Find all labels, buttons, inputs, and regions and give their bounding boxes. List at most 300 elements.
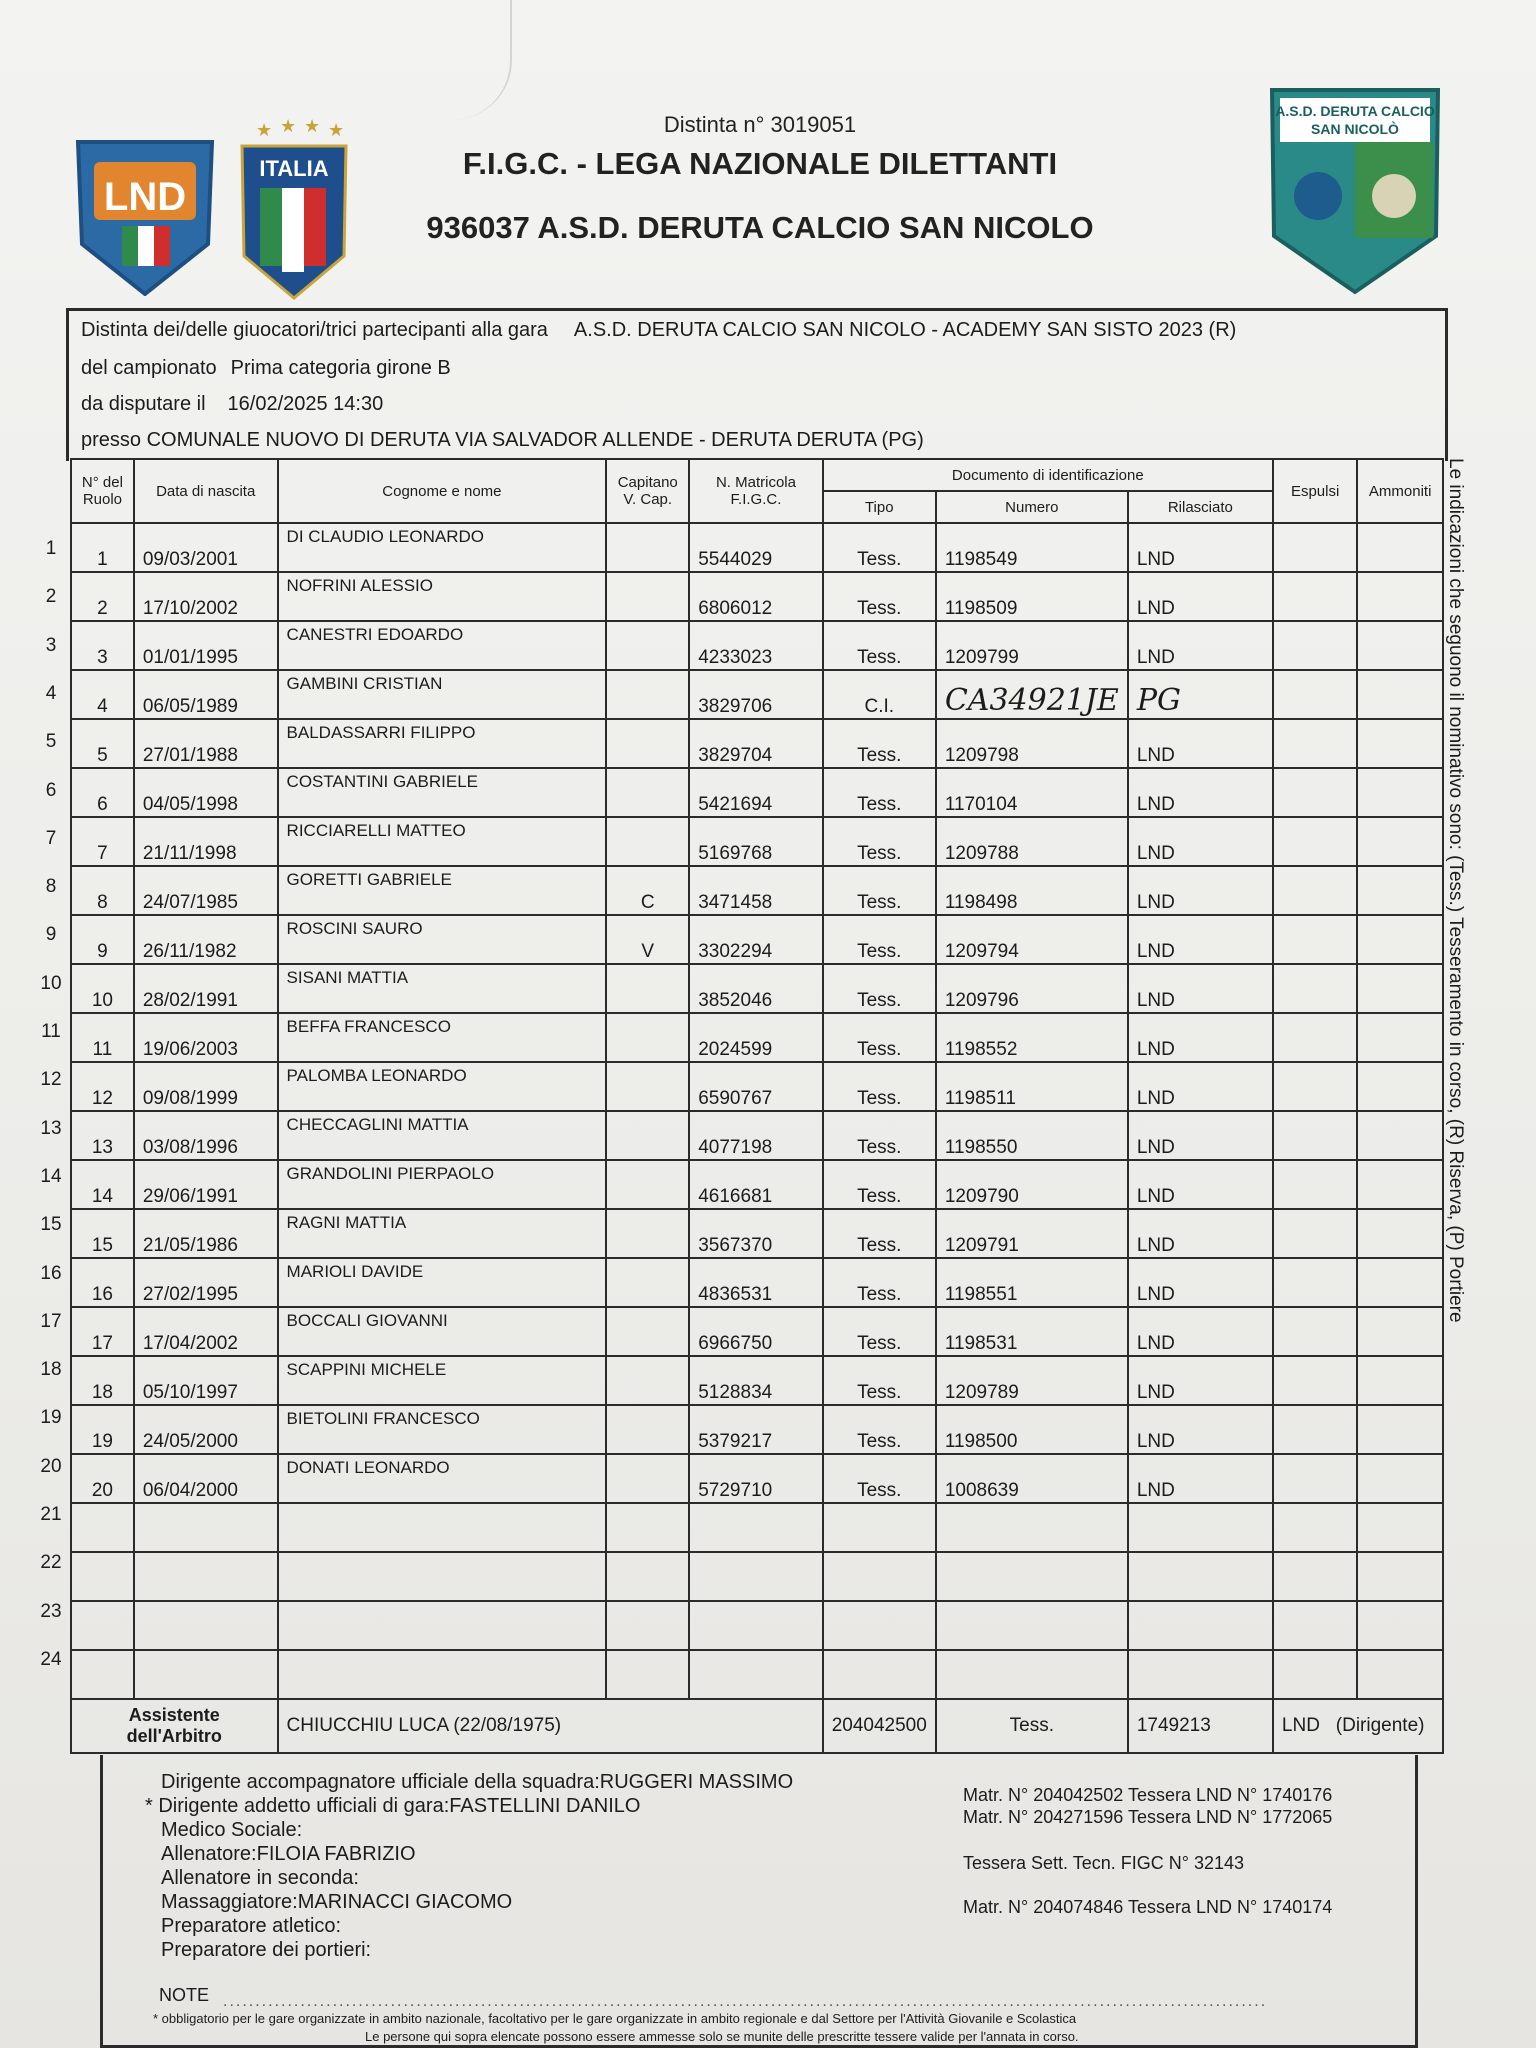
cell-rilasciato: LND bbox=[1128, 1209, 1273, 1258]
cell-nome: DONATI LEONARDO bbox=[278, 1454, 607, 1503]
cell-matricola: 5544029 bbox=[689, 523, 822, 572]
cell-nome: ROSCINI SAURO bbox=[278, 915, 607, 964]
cell-matricola: 4836531 bbox=[689, 1258, 822, 1307]
cell-tipo: Tess. bbox=[823, 1160, 936, 1209]
row-number: 19 bbox=[40, 1407, 62, 1429]
cell-ammoniti bbox=[1357, 1601, 1443, 1650]
cell-rilasciato: LND bbox=[1128, 817, 1273, 866]
cell-tipo: Tess. bbox=[823, 1209, 936, 1258]
table-row bbox=[71, 1601, 1443, 1650]
cell-matricola: 6806012 bbox=[689, 572, 822, 621]
cell-capitano bbox=[606, 768, 689, 817]
cell-nome: NOFRINI ALESSIO bbox=[278, 572, 607, 621]
staff-id-line: Matr. N° 204042502 Tessera LND N° 1740176 bbox=[963, 1785, 1333, 1805]
cell-rilasciato: LND bbox=[1128, 1258, 1273, 1307]
cell-rilasciato: LND bbox=[1128, 621, 1273, 670]
cell-nascita: 21/11/1998 bbox=[134, 817, 278, 866]
cell-ammoniti bbox=[1357, 1405, 1443, 1454]
cell-rilasciato: LND bbox=[1128, 1062, 1273, 1111]
cell-numero: 1198509 bbox=[936, 572, 1128, 621]
cell-rilasciato: LND bbox=[1128, 1405, 1273, 1454]
cell-numero: 1198531 bbox=[936, 1307, 1128, 1356]
row-number: 6 bbox=[45, 779, 57, 801]
cell-espulsi bbox=[1273, 1062, 1357, 1111]
gara-value: A.S.D. DERUTA CALCIO SAN NICOLO - ACADEMY SAN SISTO 2023 (R) bbox=[573, 319, 1237, 341]
cell-rilasciato: LND bbox=[1128, 964, 1273, 1013]
cell-nascita: 26/11/1982 bbox=[134, 915, 278, 964]
table-row bbox=[71, 817, 1443, 866]
table-row bbox=[71, 1405, 1443, 1454]
lnd-logo-text: LND bbox=[103, 175, 187, 219]
cell-nome: GRANDOLINI PIERPAOLO bbox=[278, 1160, 607, 1209]
cell-espulsi bbox=[1273, 1111, 1357, 1160]
cell-nascita: 04/05/1998 bbox=[134, 768, 278, 817]
cell-matricola: 4077198 bbox=[689, 1111, 822, 1160]
cell-ammoniti bbox=[1357, 964, 1443, 1013]
row-number: 13 bbox=[40, 1117, 62, 1139]
cell-espulsi bbox=[1273, 1356, 1357, 1405]
cell-tipo: Tess. bbox=[823, 1307, 936, 1356]
col-espulsi: Espulsi bbox=[1273, 459, 1357, 523]
staff-line: Preparatore dei portieri: bbox=[161, 1939, 372, 1961]
cell-matricola: 4616681 bbox=[689, 1160, 822, 1209]
cell-espulsi bbox=[1273, 1160, 1357, 1209]
cell-capitano bbox=[606, 1111, 689, 1160]
row-number: 14 bbox=[40, 1165, 62, 1187]
cell-tipo: Tess. bbox=[823, 572, 936, 621]
svg-text:★: ★ bbox=[256, 120, 273, 140]
cell-capitano bbox=[606, 1405, 689, 1454]
cell-tipo: Tess. bbox=[823, 719, 936, 768]
cell-tipo: Tess. bbox=[823, 1111, 936, 1160]
cell-matricola: 5169768 bbox=[689, 817, 822, 866]
cell-nascita: 01/01/1995 bbox=[134, 621, 278, 670]
cell-tipo: Tess. bbox=[823, 621, 936, 670]
table-row bbox=[71, 670, 1443, 719]
table-row bbox=[71, 1209, 1443, 1258]
cell-capitano bbox=[606, 1454, 689, 1503]
row-number: 4 bbox=[45, 682, 57, 704]
cell-numero: 1198551 bbox=[936, 1258, 1128, 1307]
cell-nascita: 03/08/1996 bbox=[134, 1111, 278, 1160]
cell-ammoniti bbox=[1357, 1111, 1443, 1160]
cell-ruolo: 3 bbox=[71, 621, 134, 670]
col-matricola: N. Matricola F.I.G.C. bbox=[689, 459, 822, 523]
cell-nascita: 19/06/2003 bbox=[134, 1013, 278, 1062]
cell-numero: 1198498 bbox=[936, 866, 1128, 915]
col-nascita: Data di nascita bbox=[134, 459, 278, 523]
cell-capitano bbox=[606, 1062, 689, 1111]
cell-matricola: 4233023 bbox=[689, 621, 822, 670]
cell-matricola: 3471458 bbox=[689, 866, 822, 915]
cell-nascita: 09/03/2001 bbox=[134, 523, 278, 572]
cell-matricola: 3567370 bbox=[689, 1209, 822, 1258]
cell-rilasciato: LND bbox=[1128, 1454, 1273, 1503]
staff-line: Medico Sociale: bbox=[161, 1819, 303, 1841]
cell-rilasciato: LND bbox=[1128, 572, 1273, 621]
cell-espulsi bbox=[1273, 1307, 1357, 1356]
cell-numero bbox=[936, 1503, 1128, 1552]
staff-line: Allenatore:FILOIA FABRIZIO bbox=[161, 1843, 416, 1865]
assistente-nome: CHIUCCHIU LUCA (22/08/1975) bbox=[278, 1699, 823, 1753]
cell-espulsi bbox=[1273, 1552, 1357, 1601]
cell-numero: 1209794 bbox=[936, 915, 1128, 964]
cell-matricola: 6590767 bbox=[689, 1062, 822, 1111]
cell-nome bbox=[278, 1650, 607, 1699]
cell-nascita bbox=[134, 1552, 278, 1601]
cell-matricola: 5128834 bbox=[689, 1356, 822, 1405]
cell-ammoniti bbox=[1357, 1503, 1443, 1552]
cell-nome bbox=[278, 1552, 607, 1601]
cell-nome: BOCCALI GIOVANNI bbox=[278, 1307, 607, 1356]
cell-nascita: 17/10/2002 bbox=[134, 572, 278, 621]
cell-matricola bbox=[689, 1650, 822, 1699]
gara-label: Distinta dei/delle giuocatori/trici partecipanti alla gara bbox=[81, 319, 548, 341]
cell-nome: COSTANTINI GABRIELE bbox=[278, 768, 607, 817]
cell-ammoniti bbox=[1357, 915, 1443, 964]
cell-nome: GAMBINI CRISTIAN bbox=[278, 670, 607, 719]
cell-ruolo: 10 bbox=[71, 964, 134, 1013]
cell-capitano bbox=[606, 1552, 689, 1601]
table-row bbox=[71, 1307, 1443, 1356]
cell-espulsi bbox=[1273, 768, 1357, 817]
cell-ruolo bbox=[71, 1650, 134, 1699]
gara-line bbox=[81, 319, 1236, 342]
cell-espulsi bbox=[1273, 670, 1357, 719]
cell-matricola: 3302294 bbox=[689, 915, 822, 964]
cell-rilasciato: LND bbox=[1128, 1013, 1273, 1062]
staff-id-line: Matr. N° 204271596 Tessera LND N° 1772065 bbox=[963, 1807, 1333, 1827]
club-logo bbox=[1268, 86, 1442, 296]
cell-tipo: Tess. bbox=[823, 1454, 936, 1503]
row-number: 15 bbox=[40, 1214, 62, 1236]
cell-ammoniti bbox=[1357, 768, 1443, 817]
cell-rilasciato: PG bbox=[1128, 670, 1273, 719]
cell-tipo bbox=[823, 1601, 936, 1650]
data-label: da disputare il bbox=[81, 393, 206, 415]
italia-logo bbox=[236, 116, 352, 300]
cell-matricola: 6966750 bbox=[689, 1307, 822, 1356]
cell-nome: BALDASSARRI FILIPPO bbox=[278, 719, 607, 768]
note-line2: Le persone qui sopra elencate possono essere ammesse solo se munite delle prescritte tessere valide per l'annata in corso. bbox=[365, 2029, 1079, 2044]
cell-rilasciato: LND bbox=[1128, 915, 1273, 964]
cell-nome: SCAPPINI MICHELE bbox=[278, 1356, 607, 1405]
cell-ruolo: 18 bbox=[71, 1356, 134, 1405]
row-number: 1 bbox=[45, 538, 57, 559]
cell-rilasciato bbox=[1128, 1650, 1273, 1699]
cell-matricola: 3829704 bbox=[689, 719, 822, 768]
cell-rilasciato bbox=[1128, 1601, 1273, 1650]
cell-capitano bbox=[606, 964, 689, 1013]
cell-nascita bbox=[134, 1650, 278, 1699]
cell-capitano bbox=[606, 719, 689, 768]
cell-capitano bbox=[606, 1650, 689, 1699]
data-value: 16/02/2025 14:30 bbox=[227, 393, 384, 415]
cell-ruolo: 14 bbox=[71, 1160, 134, 1209]
row-number: 21 bbox=[40, 1504, 62, 1525]
cell-espulsi bbox=[1273, 964, 1357, 1013]
cell-capitano bbox=[606, 1013, 689, 1062]
staff-line: Preparatore atletico: bbox=[161, 1915, 342, 1937]
col-rilasciato: Rilasciato bbox=[1128, 491, 1273, 523]
cell-numero: 1209789 bbox=[936, 1356, 1128, 1405]
cell-nome: GORETTI GABRIELE bbox=[278, 866, 607, 915]
cell-nome bbox=[278, 1503, 607, 1552]
cell-numero: 1170104 bbox=[936, 768, 1128, 817]
row-number: 3 bbox=[45, 634, 57, 656]
col-tipo: Tipo bbox=[823, 491, 936, 523]
cell-nascita: 29/06/1991 bbox=[134, 1160, 278, 1209]
staff-line: Dirigente accompagnatore ufficiale della squadra:RUGGERI MASSIMO bbox=[161, 1771, 794, 1793]
staff-line: Allenatore in seconda: bbox=[161, 1867, 359, 1889]
cell-tipo: Tess. bbox=[823, 1405, 936, 1454]
cell-rilasciato: LND bbox=[1128, 1160, 1273, 1209]
cell-numero: 1198549 bbox=[936, 523, 1128, 572]
cell-rilasciato bbox=[1128, 1552, 1273, 1601]
cell-nome: RICCIARELLI MATTEO bbox=[278, 817, 607, 866]
cell-ammoniti bbox=[1357, 621, 1443, 670]
cell-tipo: Tess. bbox=[823, 964, 936, 1013]
cell-numero: CA34921JE bbox=[936, 670, 1128, 719]
assistente-label: Assistente dell'Arbitro bbox=[71, 1699, 278, 1753]
cell-capitano bbox=[606, 817, 689, 866]
campionato-value: Prima categoria girone B bbox=[230, 357, 451, 379]
cell-ammoniti bbox=[1357, 1258, 1443, 1307]
col-documento: Documento di identificazione bbox=[823, 459, 1273, 491]
cell-tipo: Tess. bbox=[823, 866, 936, 915]
cell-matricola: 3852046 bbox=[689, 964, 822, 1013]
club-logo-line2: SAN NICOLÒ bbox=[1311, 121, 1399, 137]
table-row bbox=[71, 572, 1443, 621]
cell-espulsi bbox=[1273, 915, 1357, 964]
cell-tipo: Tess. bbox=[823, 768, 936, 817]
cell-capitano bbox=[606, 621, 689, 670]
cell-espulsi bbox=[1273, 719, 1357, 768]
cell-matricola bbox=[689, 1503, 822, 1552]
cell-espulsi bbox=[1273, 1454, 1357, 1503]
row-number: 24 bbox=[40, 1648, 62, 1670]
cell-ruolo: 1 bbox=[71, 523, 134, 572]
cell-espulsi bbox=[1273, 1405, 1357, 1454]
cell-rilasciato: LND bbox=[1128, 1307, 1273, 1356]
staff-line: * Dirigente addetto ufficiali di gara:FASTELLINI DANILO bbox=[145, 1795, 641, 1817]
cell-espulsi bbox=[1273, 1013, 1357, 1062]
cell-capitano bbox=[606, 1601, 689, 1650]
staff-line: Massaggiatore:MARINACCI GIACOMO bbox=[161, 1891, 513, 1913]
table-row bbox=[71, 1552, 1443, 1601]
table-row bbox=[71, 866, 1443, 915]
cell-rilasciato bbox=[1128, 1503, 1273, 1552]
table-row bbox=[71, 1454, 1443, 1503]
cell-nascita: 09/08/1999 bbox=[134, 1062, 278, 1111]
cell-ruolo: 19 bbox=[71, 1405, 134, 1454]
table-row bbox=[71, 1111, 1443, 1160]
cell-ammoniti bbox=[1357, 1552, 1443, 1601]
cell-espulsi bbox=[1273, 1503, 1357, 1552]
cell-ruolo: 17 bbox=[71, 1307, 134, 1356]
cell-ruolo bbox=[71, 1503, 134, 1552]
cell-ruolo: 6 bbox=[71, 768, 134, 817]
lnd-logo bbox=[72, 134, 218, 296]
table-row bbox=[71, 915, 1443, 964]
club-logo-line1: A.S.D. DERUTA CALCIO bbox=[1275, 103, 1435, 119]
note-label: NOTE bbox=[159, 1985, 210, 2005]
row-number: 12 bbox=[40, 1069, 62, 1091]
distinta-number: Distinta n° 3019051 bbox=[663, 112, 857, 137]
table-row bbox=[71, 1013, 1443, 1062]
col-numero: Numero bbox=[936, 491, 1128, 523]
cell-ruolo: 4 bbox=[71, 670, 134, 719]
cell-nome: CANESTRI EDOARDO bbox=[278, 621, 607, 670]
cell-nascita: 17/04/2002 bbox=[134, 1307, 278, 1356]
cell-espulsi bbox=[1273, 621, 1357, 670]
cell-nascita: 24/07/1985 bbox=[134, 866, 278, 915]
presso-line: presso COMUNALE NUOVO DI DERUTA VIA SALVADOR ALLENDE - DERUTA DERUTA (PG) bbox=[81, 429, 924, 451]
assistente-numero: 1749213 bbox=[1128, 1699, 1273, 1753]
cell-nome: CHECCAGLINI MATTIA bbox=[278, 1111, 607, 1160]
cell-nascita: 05/10/1997 bbox=[134, 1356, 278, 1405]
table-row bbox=[71, 768, 1443, 817]
table-row bbox=[71, 1650, 1443, 1699]
cell-ruolo: 5 bbox=[71, 719, 134, 768]
cell-capitano bbox=[606, 670, 689, 719]
campionato-label: del campionato bbox=[81, 357, 217, 379]
assistente-row bbox=[71, 1699, 1443, 1753]
cell-numero: 1198511 bbox=[936, 1062, 1128, 1111]
cell-capitano bbox=[606, 1160, 689, 1209]
cell-nome: RAGNI MATTIA bbox=[278, 1209, 607, 1258]
cell-matricola: 5421694 bbox=[689, 768, 822, 817]
side-note: Le indicazioni che seguono il nominativo sono: (Tess.) Tesseramento in corso, (R) Riserva, (P) Portiere bbox=[1445, 458, 1466, 1323]
cell-nome: MARIOLI DAVIDE bbox=[278, 1258, 607, 1307]
cell-ammoniti bbox=[1357, 1454, 1443, 1503]
staff-id-line: Matr. N° 204074846 Tessera LND N° 1740174 bbox=[963, 1897, 1333, 1917]
cell-ruolo bbox=[71, 1601, 134, 1650]
cell-ammoniti bbox=[1357, 1013, 1443, 1062]
data-line bbox=[81, 393, 383, 416]
cell-capitano bbox=[606, 1356, 689, 1405]
row-number: 8 bbox=[45, 876, 57, 898]
cell-rilasciato: LND bbox=[1128, 1356, 1273, 1405]
cell-matricola: 2024599 bbox=[689, 1013, 822, 1062]
table-row bbox=[71, 621, 1443, 670]
cell-ruolo: 15 bbox=[71, 1209, 134, 1258]
cell-numero: 1209796 bbox=[936, 964, 1128, 1013]
note-dots: .................................................................................................................................................................. bbox=[223, 1993, 1268, 2010]
cell-tipo: Tess. bbox=[823, 817, 936, 866]
cell-nome: SISANI MATTIA bbox=[278, 964, 607, 1013]
table-row bbox=[71, 964, 1443, 1013]
svg-text:★: ★ bbox=[280, 116, 297, 136]
cell-numero: 1198500 bbox=[936, 1405, 1128, 1454]
players-body bbox=[71, 523, 1443, 1699]
row-number: 9 bbox=[45, 924, 57, 946]
assistente-ril bbox=[1273, 1699, 1443, 1753]
row-number: 2 bbox=[45, 586, 57, 608]
cell-tipo: Tess. bbox=[823, 1258, 936, 1307]
table-row bbox=[71, 1160, 1443, 1209]
col-capitano: Capitano V. Cap. bbox=[606, 459, 689, 523]
row-number: 10 bbox=[40, 972, 62, 994]
col-ammoniti: Ammoniti bbox=[1357, 459, 1443, 523]
row-number: 11 bbox=[41, 1021, 61, 1042]
cell-espulsi bbox=[1273, 866, 1357, 915]
staff-box bbox=[100, 1755, 1418, 2048]
cell-numero: 1209799 bbox=[936, 621, 1128, 670]
cell-capitano bbox=[606, 1209, 689, 1258]
cell-ruolo: 13 bbox=[71, 1111, 134, 1160]
cell-tipo: Tess. bbox=[823, 1062, 936, 1111]
cell-tipo: Tess. bbox=[823, 1013, 936, 1062]
row-number: 17 bbox=[40, 1310, 62, 1332]
cell-tipo: Tess. bbox=[823, 1356, 936, 1405]
assistente-ril-value: LND bbox=[1281, 1715, 1320, 1736]
cell-matricola: 5379217 bbox=[689, 1405, 822, 1454]
cell-nome: DI CLAUDIO LEONARDO bbox=[278, 523, 607, 572]
cell-tipo: Tess. bbox=[823, 523, 936, 572]
cell-nascita: 24/05/2000 bbox=[134, 1405, 278, 1454]
col-nome: Cognome e nome bbox=[278, 459, 607, 523]
cell-nome: BEFFA FRANCESCO bbox=[278, 1013, 607, 1062]
cell-capitano bbox=[606, 572, 689, 621]
cell-capitano bbox=[606, 1503, 689, 1552]
campionato-line bbox=[81, 357, 451, 380]
cell-rilasciato: LND bbox=[1128, 866, 1273, 915]
cell-numero: 1008639 bbox=[936, 1454, 1128, 1503]
cell-nascita bbox=[134, 1601, 278, 1650]
cell-ammoniti bbox=[1357, 866, 1443, 915]
cell-ruolo: 11 bbox=[71, 1013, 134, 1062]
cell-capitano bbox=[606, 1307, 689, 1356]
cell-ammoniti bbox=[1357, 572, 1443, 621]
cell-espulsi bbox=[1273, 1209, 1357, 1258]
cell-matricola: 5729710 bbox=[689, 1454, 822, 1503]
cell-ammoniti bbox=[1357, 670, 1443, 719]
cell-espulsi bbox=[1273, 817, 1357, 866]
paper-fold bbox=[430, 0, 512, 120]
cell-rilasciato: LND bbox=[1128, 719, 1273, 768]
cell-ruolo bbox=[71, 1552, 134, 1601]
cell-numero: 1209791 bbox=[936, 1209, 1128, 1258]
cell-nascita: 21/05/1986 bbox=[134, 1209, 278, 1258]
cell-ammoniti bbox=[1357, 1209, 1443, 1258]
row-number: 22 bbox=[40, 1552, 62, 1574]
table-row bbox=[71, 523, 1443, 572]
cell-tipo: C.I. bbox=[823, 670, 936, 719]
row-number: 23 bbox=[40, 1600, 62, 1622]
italia-logo-text: ITALIA bbox=[259, 156, 329, 181]
note-line1: * obbligatorio per le gare organizzate in ambito nazionale, facoltativo per le gare organizzate in ambito regionale e dal Settore per l'Attività Giovanile e Scolastica bbox=[153, 2011, 1077, 2026]
assistente-matricola: 204042500 bbox=[823, 1699, 936, 1753]
cell-nascita: 06/04/2000 bbox=[134, 1454, 278, 1503]
cell-capitano: V bbox=[606, 915, 689, 964]
cell-tipo bbox=[823, 1503, 936, 1552]
cell-rilasciato: LND bbox=[1128, 768, 1273, 817]
cell-capitano: C bbox=[606, 866, 689, 915]
cell-nascita: 28/02/1991 bbox=[134, 964, 278, 1013]
cell-ruolo: 8 bbox=[71, 866, 134, 915]
cell-matricola: 3829706 bbox=[689, 670, 822, 719]
cell-numero bbox=[936, 1650, 1128, 1699]
cell-ruolo: 16 bbox=[71, 1258, 134, 1307]
cell-matricola bbox=[689, 1552, 822, 1601]
cell-ammoniti bbox=[1357, 1650, 1443, 1699]
table-row bbox=[71, 1062, 1443, 1111]
cell-ammoniti bbox=[1357, 817, 1443, 866]
row-number: 5 bbox=[45, 731, 57, 753]
table-row bbox=[71, 719, 1443, 768]
cell-ruolo: 9 bbox=[71, 915, 134, 964]
